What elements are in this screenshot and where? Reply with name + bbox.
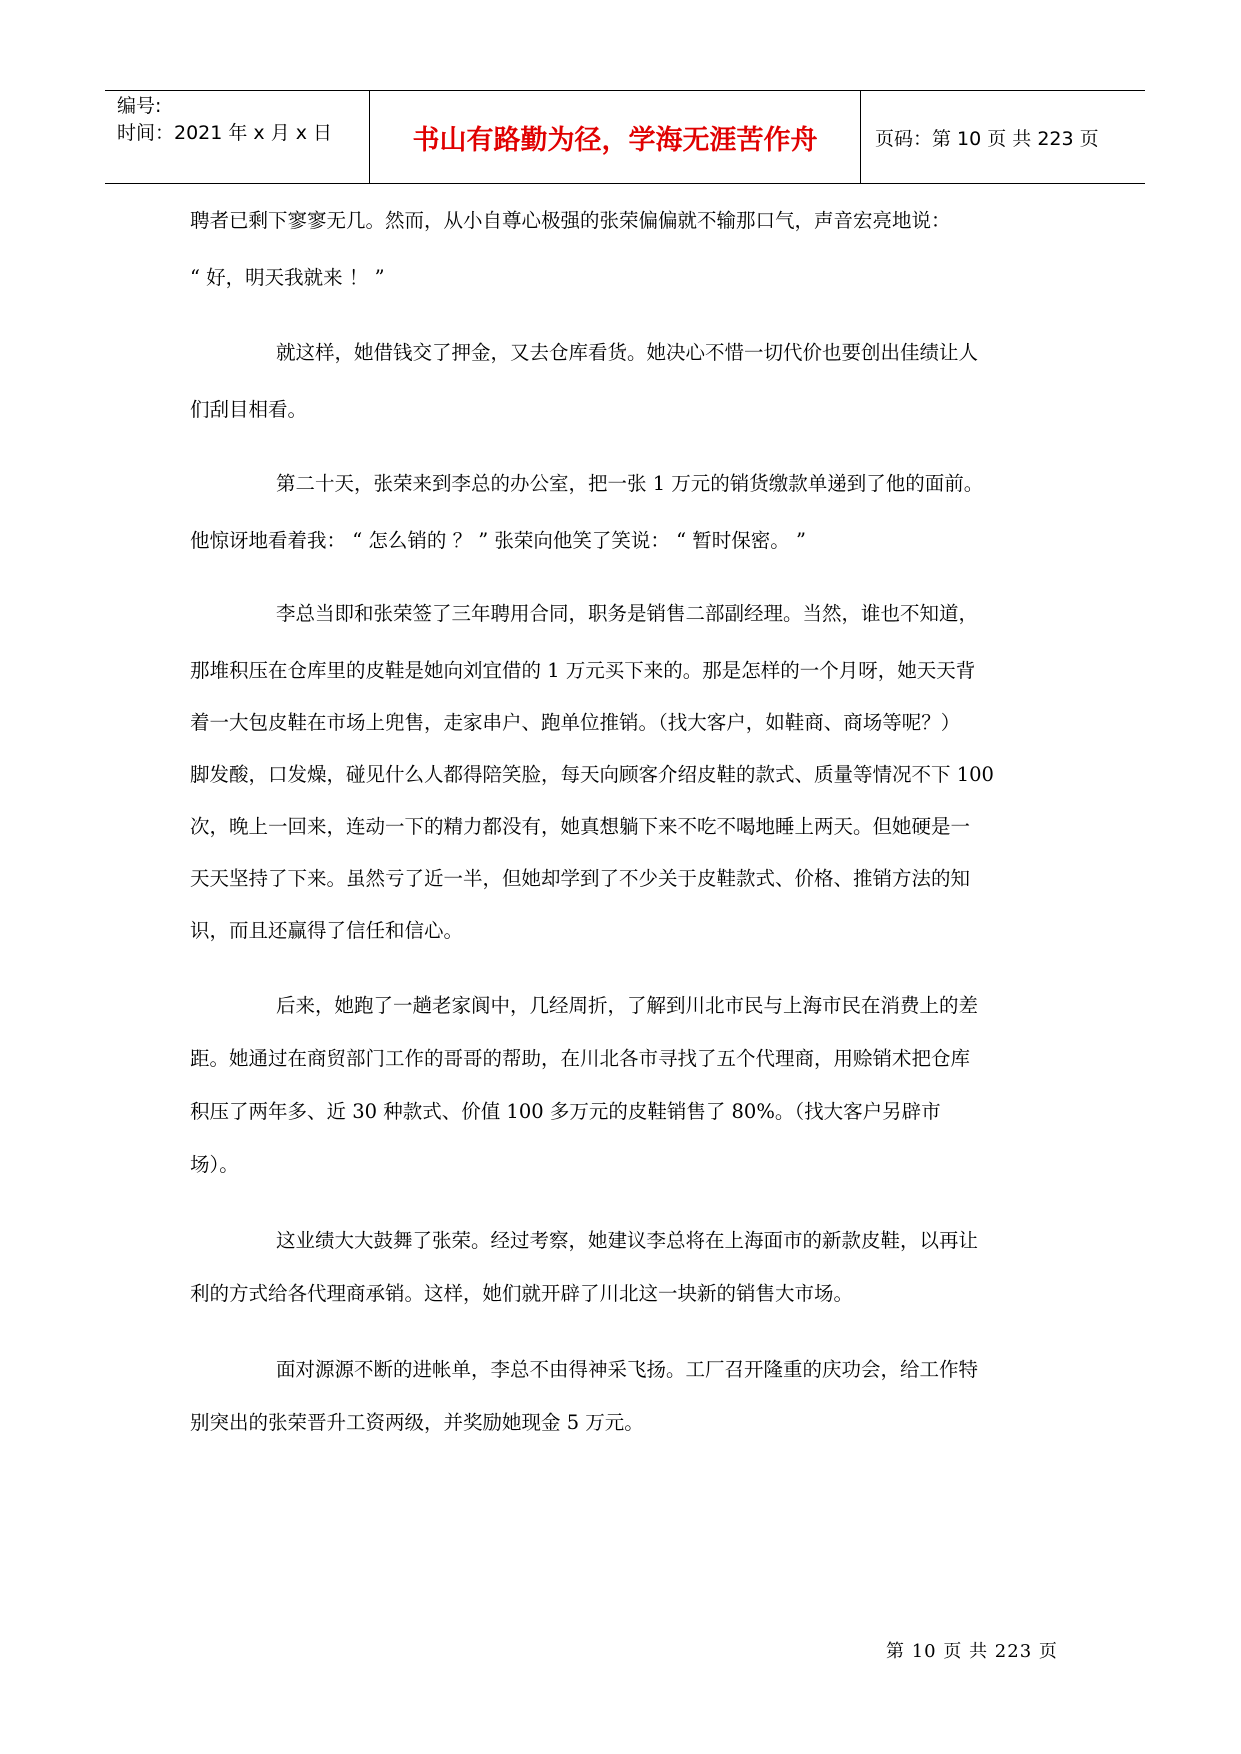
header-divider	[860, 91, 861, 183]
body-line: 第二十天，张荣来到李总的办公室，把一张 1 万元的销货缴款单递到了他的面前。	[276, 472, 984, 495]
header-motto: 书山有路勤为径，学海无涯苦作舟	[412, 124, 818, 156]
body-line: 距。她通过在商贸部门工作的哥哥的帮助，在川北各市寻找了五个代理商，用赊销术把仓库	[190, 1047, 971, 1070]
body-line: 着一大包皮鞋在市场上兜售，走家串户、跑单位推销。（找大客户，如鞋商、商场等呢？）	[190, 711, 961, 734]
body-line: 场）。	[190, 1153, 239, 1176]
body-line: “ 好，明天我就来 ！ ”	[190, 266, 385, 289]
body-line: 利的方式给各代理商承销。这样，她们就开辟了川北这一块新的销售大市场。	[190, 1282, 854, 1305]
body-line: 识，而且还赢得了信任和信心。	[190, 919, 464, 942]
body-line: 们刮目相看。	[190, 398, 308, 421]
page-footer: 第 10 页 共 223 页	[886, 1641, 1058, 1662]
body-line: 那堆积压在仓库里的皮鞋是她向刘宜借的 1 万元买下来的。那是怎样的一个月呀，她天天背	[190, 659, 976, 682]
body-line: 聘者已剩下寥寥无几。然而，从小自尊心极强的张荣偏偏就不输那口气，声音宏亮地说：	[190, 209, 951, 232]
body-line: 面对源源不断的进帐单，李总不由得神采飞扬。工厂召开隆重的庆功会，给工作特	[276, 1358, 979, 1381]
body-line: 李总当即和张荣签了三年聘用合同，职务是销售二部副经理。当然，谁也不知道，	[276, 602, 979, 625]
body-line: 就这样，她借钱交了押金，又去仓库看货。她决心不惜一切代价也要创出佳绩让人	[276, 341, 979, 364]
header-motto-cell	[370, 91, 860, 183]
body-line: 别突出的张荣晋升工资两级，并奖励她现金 5 万元。	[190, 1411, 644, 1434]
page-header	[105, 90, 1145, 184]
body-line: 积压了两年多、近 30 种款式、价值 100 多万元的皮鞋销售了 80%。（找大客户另辟市	[190, 1100, 941, 1123]
body-line: 次，晚上一回来，连动一下的精力都没有，她真想躺下来不吃不喝地睡上两天。但她硬是一	[190, 815, 971, 838]
header-page-label: 页码：第 10 页 共 223 页	[875, 127, 1099, 150]
header-meta	[117, 93, 367, 147]
body-line: 天天坚持了下来。虽然亏了近一半，但她却学到了不少关于皮鞋款式、价格、推销方法的知	[190, 867, 971, 890]
body-line: 后来，她跑了一趟老家阆中，几经周折，了解到川北市民与上海市民在消费上的差	[276, 994, 979, 1017]
header-page-info	[875, 91, 1099, 183]
body-line: 这业绩大大鼓舞了张荣。经过考察，她建议李总将在上海面市的新款皮鞋，以再让	[276, 1229, 979, 1252]
body-line: 脚发酸，口发燥，碰见什么人都得陪笑脸，每天向顾客介绍皮鞋的款式、质量等情况不下 100	[190, 763, 994, 786]
serial-label: 编号:	[117, 95, 162, 117]
body-line: 他惊讶地看着我： “ 怎么销的 ？ ” 张荣向他笑了笑说： “ 暂时保密。 ”	[190, 529, 806, 552]
time-label: 时间：2021 年 x 月 x 日	[117, 122, 333, 144]
